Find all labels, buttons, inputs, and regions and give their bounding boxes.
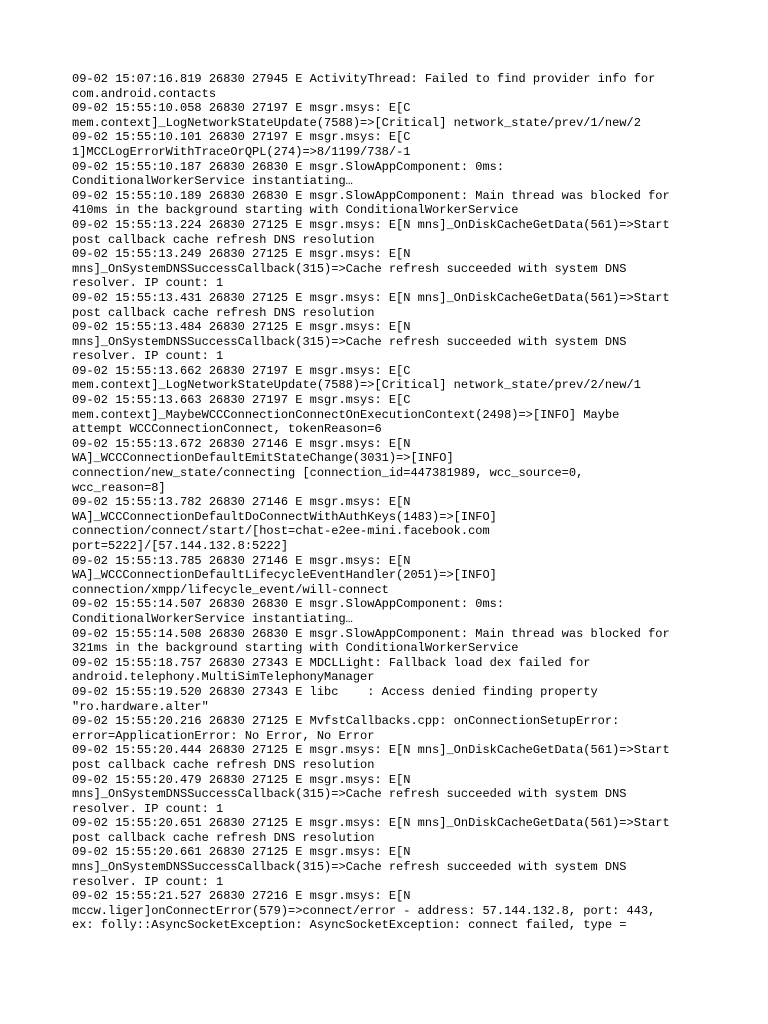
log-line: mccw.liger]onConnectError(579)=>connect/error - address: 57.144.132.8, port: 443, — [72, 903, 656, 918]
log-line: 09-02 15:55:18.757 26830 27343 E MDCLLight: Fallback load dex failed for — [72, 655, 591, 670]
log-line: mem.context]_MaybeWCCConnectionConnectOnExecutionContext(2498)=>[INFO] Maybe — [72, 407, 620, 422]
log-line: 09-02 15:55:13.249 26830 27125 E msgr.msys: E[N — [72, 247, 411, 262]
log-line: mns]_OnSystemDNSSuccessCallback(315)=>Cache refresh succeeded with system DNS — [72, 860, 627, 875]
log-line: 09-02 15:55:20.216 26830 27125 E MvfstCallbacks.cpp: onConnectionSetupError: — [72, 714, 620, 729]
log-line: com.android.contacts — [72, 86, 217, 101]
log-line: WA]_WCCConnectionDefaultEmitStateChange(3031)=>[INFO] — [72, 451, 454, 466]
log-line: post callback cache refresh DNS resolution — [72, 305, 375, 320]
log-line: 09-02 15:55:14.508 26830 26830 E msgr.SlowAppComponent: Main thread was blocked for — [72, 626, 670, 641]
log-line: attempt WCCConnectionConnect, tokenReason=6 — [72, 422, 382, 437]
log-line: port=5222]/[57.144.132.8:5222] — [72, 539, 289, 553]
log-line: mem.context]_LogNetworkStateUpdate(7588)=>[Critical] network_state/prev/1/new/2 — [72, 115, 641, 130]
log-line: "ro.hardware.alter" — [72, 699, 209, 714]
log-line: 1]MCCLogErrorWithTraceOrQPL(274)=>8/1199/738/-1 — [72, 144, 411, 159]
log-line: resolver. IP count: 1 — [72, 276, 224, 291]
log-line: 09-02 15:55:13.672 26830 27146 E msgr.msys: E[N — [72, 436, 411, 451]
log-line: ConditionalWorkerService instantiating… — [72, 174, 353, 189]
log-line: 09-02 15:55:14.507 26830 26830 E msgr.SlowAppComponent: 0ms: — [72, 597, 505, 612]
log-line: 410ms in the background starting with ConditionalWorkerService — [72, 203, 519, 218]
log-line: connection/connect/start/[host=chat-e2ee-mini.facebook.com — [72, 524, 490, 539]
log-line: 321ms in the background starting with ConditionalWorkerService — [72, 641, 519, 656]
log-line: 09-02 15:55:13.663 26830 27197 E msgr.msys: E[C — [72, 393, 411, 408]
log-line: 09-02 15:55:20.651 26830 27125 E msgr.msys: E[N mns]_OnDiskCacheGetData(561)=>Start — [72, 816, 670, 831]
log-line: mem.context]_LogNetworkStateUpdate(7588)=>[Critical] network_state/prev/2/new/1 — [72, 378, 641, 393]
log-line: post callback cache refresh DNS resolution — [72, 232, 375, 247]
log-line: 09-02 15:55:10.058 26830 27197 E msgr.msys: E[C — [72, 101, 411, 116]
log-line: post callback cache refresh DNS resolution — [72, 830, 375, 845]
log-line: 09-02 15:55:13.431 26830 27125 E msgr.msys: E[N mns]_OnDiskCacheGetData(561)=>Start — [72, 290, 670, 305]
log-line: WA]_WCCConnectionDefaultDoConnectWithAuthKeys(1483)=>[INFO] — [72, 509, 497, 524]
log-line: 09-02 15:55:13.224 26830 27125 E msgr.msys: E[N mns]_OnDiskCacheGetData(561)=>Start — [72, 217, 670, 232]
log-line: resolver. IP count: 1 — [72, 349, 224, 364]
log-line: 09-02 15:55:13.785 26830 27146 E msgr.msys: E[N — [72, 553, 411, 568]
log-line: mns]_OnSystemDNSSuccessCallback(315)=>Cache refresh succeeded with system DNS — [72, 261, 627, 276]
log-line: wcc_reason=8] — [72, 480, 166, 495]
log-line: error=ApplicationError: No Error, No Error — [72, 728, 375, 743]
log-line: 09-02 15:55:10.187 26830 26830 E msgr.SlowAppComponent: 0ms: — [72, 159, 505, 174]
log-line: resolver. IP count: 1 — [72, 801, 224, 816]
log-line: 09-02 15:55:13.782 26830 27146 E msgr.msys: E[N — [72, 495, 411, 510]
log-line: 09-02 15:55:19.520 26830 27343 E libc : Access denied finding property — [72, 684, 598, 699]
log-line: 09-02 15:55:13.662 26830 27197 E msgr.msys: E[C — [72, 363, 411, 378]
log-line: 09-02 15:55:10.189 26830 26830 E msgr.SlowAppComponent: Main thread was blocked for — [72, 188, 670, 203]
log-line: mns]_OnSystemDNSSuccessCallback(315)=>Cache refresh succeeded with system DNS — [72, 334, 627, 349]
log-line: 09-02 15:55:20.661 26830 27125 E msgr.msys: E[N — [72, 845, 411, 860]
log-line: ConditionalWorkerService instantiating… — [72, 611, 353, 626]
log-line: connection/new_state/connecting [connection_id=447381989, wcc_source=0, — [72, 466, 584, 481]
log-line: android.telephony.MultiSimTelephonyManager — [72, 670, 375, 685]
log-line: 09-02 15:55:21.527 26830 27216 E msgr.msys: E[N — [72, 889, 411, 904]
log-line: WA]_WCCConnectionDefaultLifecycleEventHandler(2051)=>[INFO] — [72, 568, 497, 583]
log-line: 09-02 15:55:20.444 26830 27125 E msgr.msys: E[N mns]_OnDiskCacheGetData(561)=>Start — [72, 743, 670, 758]
log-line: 09-02 15:07:16.819 26830 27945 E ActivityThread: Failed to find provider info for — [72, 72, 656, 86]
log-line: mns]_OnSystemDNSSuccessCallback(315)=>Cache refresh succeeded with system DNS — [72, 787, 627, 802]
log-line: resolver. IP count: 1 — [72, 874, 224, 889]
log-line: ex: folly::AsyncSocketException: AsyncSocketException: connect failed, type = — [72, 918, 627, 933]
log-line: 09-02 15:55:10.101 26830 27197 E msgr.msys: E[C — [72, 130, 411, 145]
log-line: connection/xmpp/lifecycle_event/will-connect — [72, 582, 389, 597]
log-line: 09-02 15:55:13.484 26830 27125 E msgr.msys: E[N — [72, 320, 411, 335]
log-output — [72, 72, 702, 933]
log-line: 09-02 15:55:20.479 26830 27125 E msgr.msys: E[N — [72, 772, 411, 787]
log-line: post callback cache refresh DNS resolution — [72, 757, 375, 772]
